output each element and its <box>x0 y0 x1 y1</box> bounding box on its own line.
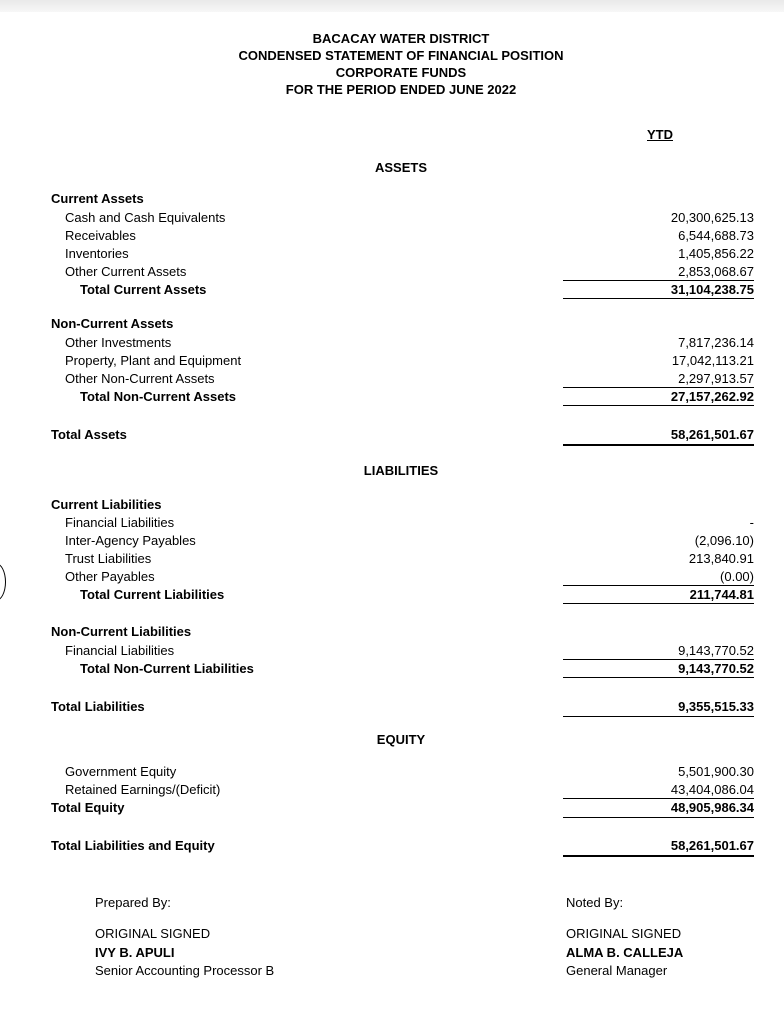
grand-total-rule <box>563 444 754 446</box>
total-rule <box>563 716 754 717</box>
statement-title: CONDENSED STATEMENT OF FINANCIAL POSITION <box>238 48 564 63</box>
line-item-label: Cash and Cash Equivalents <box>65 210 226 225</box>
total-assets-value: 58,261,501.67 <box>670 427 754 442</box>
line-item-label: Trust Liabilities <box>65 551 152 566</box>
fund-name: CORPORATE FUNDS <box>335 65 467 80</box>
total-rule <box>563 677 754 678</box>
line-item-label: Retained Earnings/(Deficit) <box>65 782 221 797</box>
line-item-label: Financial Liabilities <box>65 515 175 530</box>
statement-header <box>0 30 784 98</box>
line-item-label: Other Investments <box>65 335 172 350</box>
line-item-value: (2,096.10) <box>694 533 754 548</box>
noncurrent-liabilities-heading: Non-Current Liabilities <box>51 624 192 639</box>
total-liabilities-label: Total Liabilities <box>51 699 145 714</box>
line-item-value: 6,544,688.73 <box>678 228 754 243</box>
total-equity-value: 48,905,986.34 <box>670 800 754 815</box>
line-item-value: 5,501,900.30 <box>678 764 754 779</box>
total-current-liabilities-label: Total Current Liabilities <box>80 587 225 602</box>
total-rule <box>563 298 754 299</box>
noncurrent-assets-heading: Non-Current Assets <box>51 316 174 331</box>
prepared-by-status: ORIGINAL SIGNED <box>95 926 211 941</box>
total-equity-label: Total Equity <box>51 800 125 815</box>
total-rule <box>563 817 754 818</box>
total-liabilities-equity-value: 58,261,501.67 <box>670 838 754 853</box>
line-item-label: Property, Plant and Equipment <box>65 353 242 368</box>
line-item-value: 20,300,625.13 <box>670 210 754 225</box>
line-item-label: Other Payables <box>65 569 155 584</box>
entity-name: BACACAY WATER DISTRICT <box>312 31 490 46</box>
line-item-label: Inventories <box>65 246 129 261</box>
line-item-label: Other Current Assets <box>65 264 187 279</box>
total-current-liabilities-value: 211,744.81 <box>689 587 754 602</box>
line-item-value: 43,404,086.04 <box>670 782 754 797</box>
line-item-label: Other Non-Current Assets <box>65 371 215 386</box>
total-assets-label: Total Assets <box>51 427 127 442</box>
total-rule <box>563 603 754 604</box>
line-item-value: 9,143,770.52 <box>678 643 754 658</box>
prepared-by-position: Senior Accounting Processor B <box>95 963 275 978</box>
line-item-value: 17,042,113.21 <box>671 353 754 368</box>
line-item-value: 1,405,856.22 <box>678 246 754 261</box>
total-liabilities-equity-label: Total Liabilities and Equity <box>51 838 215 853</box>
period-label: FOR THE PERIOD ENDED JUNE 2022 <box>285 82 517 97</box>
noted-by-status: ORIGINAL SIGNED <box>566 926 682 941</box>
grand-total-rule <box>563 855 754 857</box>
current-liabilities-heading: Current Liabilities <box>51 497 162 512</box>
line-item-value: - <box>749 515 754 530</box>
line-item-label: Financial Liabilities <box>65 643 175 658</box>
line-item-value: 7,817,236.14 <box>678 335 754 350</box>
total-current-assets-value: 31,104,238.75 <box>670 282 754 297</box>
current-assets-heading: Current Assets <box>51 191 144 206</box>
total-rule <box>563 405 754 406</box>
total-noncurrent-assets-label: Total Non-Current Assets <box>80 389 237 404</box>
page-edge-mark <box>0 563 6 601</box>
line-item-value: 2,297,913.57 <box>678 371 754 386</box>
total-noncurrent-assets-value: 27,157,262.92 <box>670 389 754 404</box>
assets-section-title: ASSETS <box>374 160 427 175</box>
line-item-value: 213,840.91 <box>688 551 754 566</box>
total-noncurrent-liabilities-label: Total Non-Current Liabilities <box>80 661 254 676</box>
line-item-label: Inter-Agency Payables <box>65 533 196 548</box>
ytd-column-header: YTD <box>647 127 673 142</box>
line-item-label: Receivables <box>65 228 136 243</box>
total-noncurrent-liabilities-value: 9,143,770.52 <box>678 661 754 676</box>
viewer-top-bar <box>0 0 784 12</box>
equity-section-title: EQUITY <box>376 732 426 747</box>
total-current-assets-label: Total Current Assets <box>80 282 207 297</box>
noted-by-caption: Noted By: <box>566 895 624 910</box>
liabilities-section-title: LIABILITIES <box>363 463 439 478</box>
noted-by-position: General Manager <box>566 963 668 978</box>
line-item-value: (0.00) <box>720 569 754 584</box>
total-liabilities-value: 9,355,515.33 <box>678 699 754 714</box>
noted-by-name: ALMA B. CALLEJA <box>566 945 684 960</box>
prepared-by-caption: Prepared By: <box>95 895 171 910</box>
prepared-by-name: IVY B. APULI <box>95 945 175 960</box>
line-item-label: Government Equity <box>65 764 177 779</box>
line-item-value: 2,853,068.67 <box>678 264 754 279</box>
